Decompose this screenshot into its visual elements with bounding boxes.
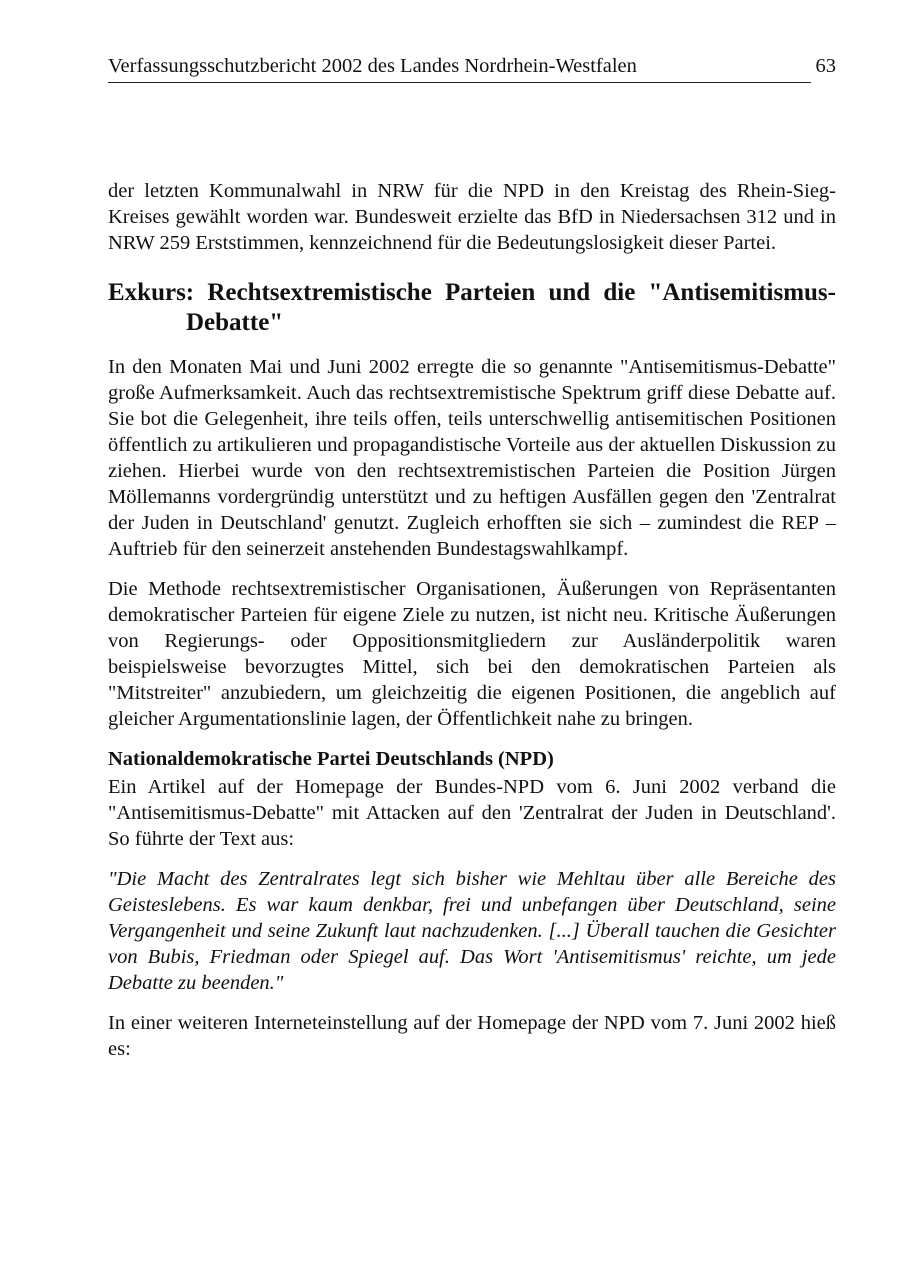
paragraph-method: Die Methode rechtsextremistischer Organisationen, Äußerungen von Repräsentanten demokratischer Parteien für eigene Ziele zu nutzen, ist nicht neu. Kritische Äußerungen von Regierungs- oder Oppositionsmitgliedern zur Ausländerpolitik waren beispielsweise bevorzugtes Mittel, sich bei den demokratischen Parteien als "Mitstreiter" anzubiedern, um gleichzeitig die eigenen Positionen, die angeblich auf gleicher Argumentationslinie lagen, der Öffentlichkeit nahe zu bringen. (108, 578, 836, 730)
quote-block: "Die Macht des Zentralrates legt sich bisher wie Mehltau über alle Bereiche des Geisteslebens. Es war kaum denkbar, frei und unbefangen über Deutschland, seine Vergangenheit und seine Zukunft laut nachzudenken. [...] Überall tauchen die Gesichter von Bubis, Friedman oder Spiegel auf. Das Wort 'Antisemitismus' reichte, um jede Debatte zu beenden." (108, 868, 836, 994)
header-title: Verfassungsschutzbericht 2002 des Landes Nordrhein-Westfalen (108, 55, 637, 77)
page-body (108, 178, 836, 1062)
page-number: 63 (815, 55, 836, 77)
subheading-npd: Nationaldemokratische Partei Deutschlands (NPD) (108, 748, 554, 770)
header-rule (108, 82, 811, 83)
paragraph-debate-intro: In den Monaten Mai und Juni 2002 erregte die so genannte "Antisemitismus-Debatte" große Aufmerksamkeit. Auch das rechtsextremistische Spektrum griff diese Debatte auf. Sie bot die Gelegenheit, ihre teils offen, teils unterschwellig antisemitischen Positionen öffentlich zu artikulieren und propagandistische Vorteile aus der aktuellen Diskussion zu ziehen. Hierbei wurde von den rechtsextremistischen Parteien die Position Jürgen Möllemanns vordergründig unterstützt und zu heftigen Ausfällen gegen den 'Zentralrat der Juden in Deutschland' genutzt. Zugleich erhofften sie sich – zumindest die REP – Auftrieb für den seinerzeit anstehenden Bundestagswahlkampf. (108, 356, 836, 560)
paragraph-continued: der letzten Kommunalwahl in NRW für die NPD in den Kreistag des Rhein-Sieg-Kreises gewählt worden war. Bundesweit erzielte das BfD in Niedersachsen 312 und in NRW 259 Erststimmen, kennzeichnend für die Bedeutungslosigkeit dieser Partei. (108, 180, 836, 254)
paragraph-npd-article: Ein Artikel auf der Homepage der Bundes-NPD vom 6. Juni 2002 verband die "Antisemitismus-Debatte" mit Attacken auf den 'Zentralrat der Juden in Deutschland'. So führte der Text aus: (108, 776, 836, 850)
paragraph-further-post: In einer weiteren Interneteinstellung auf der Homepage der NPD vom 7. Juni 2002 hieß es: (108, 1012, 836, 1060)
section-heading: Exkurs: Rechtsextremistische Parteien und die "Antisemitismus-Debatte" (108, 279, 836, 336)
